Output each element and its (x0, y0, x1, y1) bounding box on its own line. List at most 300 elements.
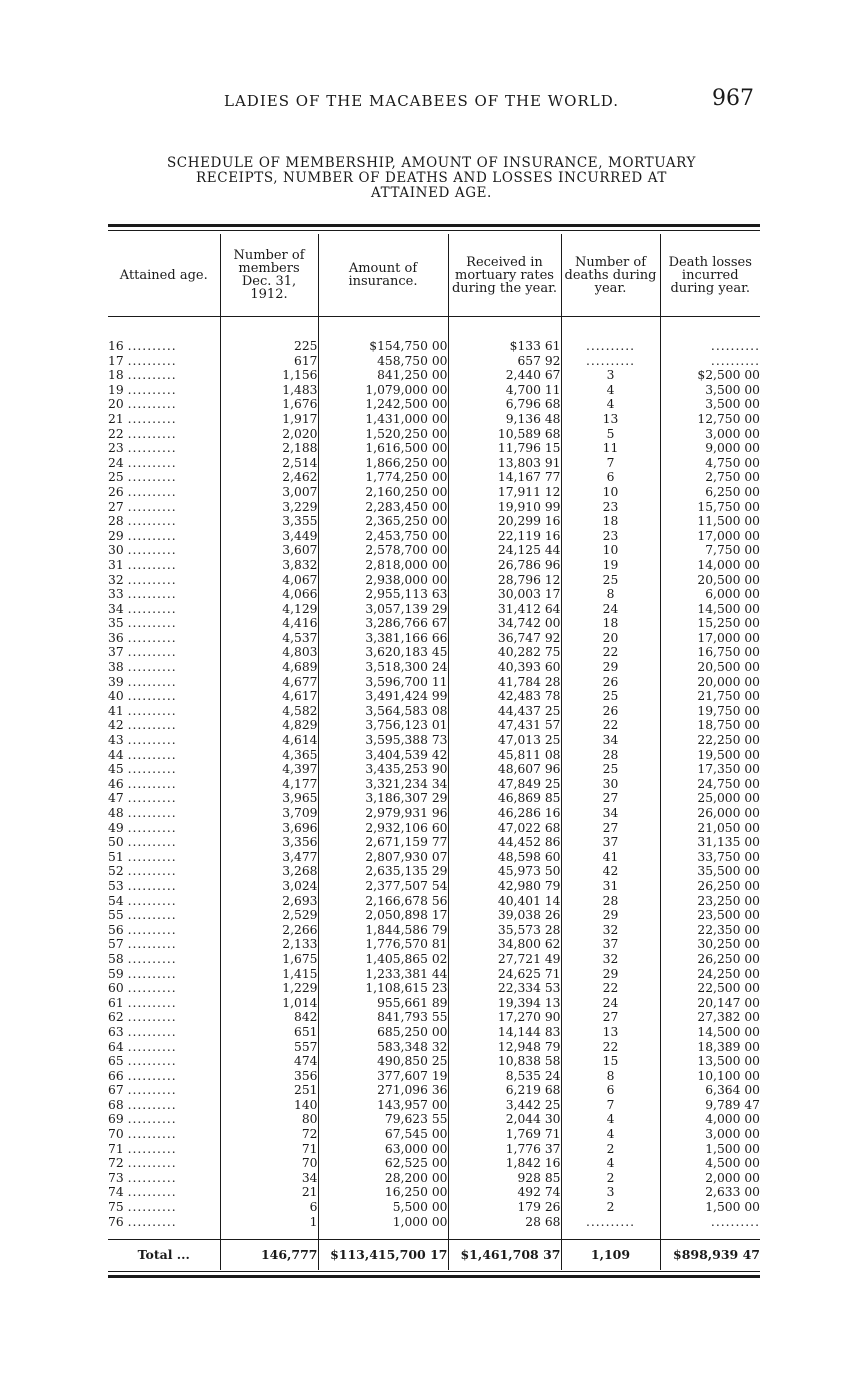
table-row (108, 777, 760, 792)
cell-deaths: 30 (561, 777, 660, 792)
cell-members: 4,614 (220, 733, 318, 748)
cell-members: 1,229 (220, 981, 318, 996)
table-header-row (108, 234, 760, 317)
cell-members: 34 (220, 1171, 318, 1186)
table-row (108, 1127, 760, 1142)
cell-received: 48,598 60 (448, 850, 561, 865)
table-row (108, 1083, 760, 1098)
cell-age: 17 .......... (108, 353, 177, 368)
table-row (108, 748, 760, 763)
table-row (108, 514, 760, 529)
cell-members: 4,617 (220, 689, 318, 704)
cell-members: 4,677 (220, 675, 318, 690)
cell-members: 2,514 (220, 456, 318, 471)
cell-received: 34,742 00 (448, 616, 561, 631)
cell-insurance: 1,774,250 00 (318, 470, 448, 485)
table-row (108, 1010, 760, 1025)
cell-insurance: 2,377,507 54 (318, 879, 448, 894)
cell-insurance: 1,844,586 79 (318, 923, 448, 938)
cell-insurance: 377,607 19 (318, 1069, 448, 1084)
cell-age: 32 .......... (108, 572, 177, 587)
cell-members: 1,917 (220, 412, 318, 427)
table-row (108, 1025, 760, 1040)
cell-received: 6,219 68 (448, 1083, 561, 1098)
column-header-insurance: Amount of insurance. (318, 234, 448, 317)
table-row (108, 675, 760, 690)
cell-deaths: .......... (561, 1215, 660, 1230)
page-header (100, 86, 760, 122)
cell-members: 1,014 (220, 996, 318, 1011)
cell-age: 16 .......... (108, 339, 177, 353)
page-number: 967 (712, 86, 754, 111)
cell-age: 28 .......... (108, 514, 177, 529)
table-row (108, 587, 760, 602)
cell-insurance: 2,283,450 00 (318, 500, 448, 515)
cell-members: 71 (220, 1142, 318, 1157)
cell-insurance: 2,807,930 07 (318, 850, 448, 865)
cell-insurance: 685,250 00 (318, 1025, 448, 1040)
age-leader-dots: .......... (127, 514, 177, 529)
cell-insurance: 841,793 55 (318, 1010, 448, 1025)
cell-members: 3,355 (220, 514, 318, 529)
age-leader-dots: .......... (127, 1141, 177, 1156)
cell-insurance: 3,057,139 29 (318, 602, 448, 617)
cell-received: 14,167 77 (448, 470, 561, 485)
table-row (108, 1185, 760, 1200)
cell-insurance: 3,596,700 11 (318, 675, 448, 690)
cell-received: 24,125 44 (448, 543, 561, 558)
table-row (108, 412, 760, 427)
cell-members: 474 (220, 1054, 318, 1069)
cell-members: 3,696 (220, 821, 318, 836)
cell-members: 6 (220, 1200, 318, 1215)
cell-age: 70 .......... (108, 1127, 177, 1142)
table-row (108, 397, 760, 412)
cell-received: 41,784 28 (448, 675, 561, 690)
cell-age: 68 .......... (108, 1097, 177, 1112)
cell-losses: 26,000 00 (660, 806, 760, 821)
cell-deaths: 34 (561, 806, 660, 821)
total-losses: $898,939 47 (660, 1240, 760, 1271)
cell-losses: 21,750 00 (660, 689, 760, 704)
cell-insurance: 1,079,000 00 (318, 383, 448, 398)
table-row (108, 631, 760, 646)
table-row (108, 368, 760, 383)
table-row (108, 602, 760, 617)
age-leader-dots: .......... (127, 572, 177, 587)
table-row (108, 1112, 760, 1127)
cell-losses: 3,000 00 (660, 1127, 760, 1142)
cell-losses: 3,500 00 (660, 383, 760, 398)
cell-received: 35,573 28 (448, 923, 561, 938)
cell-deaths: 15 (561, 1054, 660, 1069)
total-members: 146,777 (220, 1240, 318, 1271)
cell-received: 46,286 16 (448, 806, 561, 821)
total-deaths: 1,109 (561, 1240, 660, 1271)
cell-members: 80 (220, 1112, 318, 1127)
cell-members: 1,156 (220, 368, 318, 383)
cell-insurance: $154,750 00 (318, 339, 448, 354)
cell-age: 75 .......... (108, 1200, 177, 1215)
cell-deaths: 25 (561, 762, 660, 777)
cell-received: 47,431 57 (448, 718, 561, 733)
age-leader-dots: .......... (127, 1112, 177, 1127)
cell-losses: 20,147 00 (660, 996, 760, 1011)
cell-losses: 4,000 00 (660, 1112, 760, 1127)
table-row (108, 864, 760, 879)
cell-insurance: 1,431,000 00 (318, 412, 448, 427)
cell-losses: .......... (660, 1215, 760, 1230)
cell-deaths: 22 (561, 981, 660, 996)
cell-age: 38 .......... (108, 660, 177, 675)
cell-age: 35 .......... (108, 616, 177, 631)
cell-deaths: 4 (561, 1156, 660, 1171)
cell-losses: 14,500 00 (660, 602, 760, 617)
cell-age: 76 .......... (108, 1214, 177, 1229)
cell-insurance: 1,520,250 00 (318, 427, 448, 442)
cell-deaths: 4 (561, 397, 660, 412)
cell-losses: 4,500 00 (660, 1156, 760, 1171)
cell-age: 22 .......... (108, 426, 177, 441)
age-leader-dots: .......... (127, 1156, 177, 1171)
cell-insurance: 3,595,388 73 (318, 733, 448, 748)
table-row (108, 1142, 760, 1157)
table-body (108, 317, 760, 1271)
cell-losses: 2,633 00 (660, 1185, 760, 1200)
table-row (108, 879, 760, 894)
cell-members: 21 (220, 1185, 318, 1200)
cell-insurance: 3,756,123 01 (318, 718, 448, 733)
cell-members: 2,529 (220, 908, 318, 923)
cell-age: 40 .......... (108, 689, 177, 704)
cell-age: 71 .......... (108, 1141, 177, 1156)
cell-insurance: 3,564,583 08 (318, 704, 448, 719)
cell-age: 21 .......... (108, 411, 177, 426)
cell-deaths: 11 (561, 441, 660, 456)
cell-insurance: 62,525 00 (318, 1156, 448, 1171)
cell-received: 22,334 53 (448, 981, 561, 996)
cell-losses: 19,500 00 (660, 748, 760, 763)
cell-insurance: 28,200 00 (318, 1171, 448, 1186)
cell-losses: 9,789 47 (660, 1098, 760, 1113)
cell-losses: 30,250 00 (660, 937, 760, 952)
cell-age: 41 .......... (108, 703, 177, 718)
age-leader-dots: .......... (127, 1083, 177, 1098)
cell-members: 3,449 (220, 529, 318, 544)
cell-received: 8,535 24 (448, 1069, 561, 1084)
cell-members: 70 (220, 1156, 318, 1171)
cell-received: 44,437 25 (448, 704, 561, 719)
cell-deaths: 42 (561, 864, 660, 879)
cell-deaths: 3 (561, 1185, 660, 1200)
age-leader-dots: .......... (127, 368, 177, 383)
cell-age: 52 .......... (108, 864, 177, 879)
total-label: Total ... (137, 1247, 190, 1263)
cell-losses: 1,500 00 (660, 1142, 760, 1157)
cell-insurance: 1,242,500 00 (318, 397, 448, 412)
cell-received: 22,119 16 (448, 529, 561, 544)
table-row (108, 981, 760, 996)
table-row (108, 456, 760, 471)
age-leader-dots: .......... (127, 1170, 177, 1185)
cell-received: 1,776 37 (448, 1142, 561, 1157)
table-row (108, 850, 760, 865)
age-leader-dots: .......... (127, 733, 177, 748)
cell-deaths: 22 (561, 718, 660, 733)
cell-received: 24,625 71 (448, 967, 561, 982)
cell-received: 46,869 85 (448, 791, 561, 806)
cell-members: 3,709 (220, 806, 318, 821)
age-leader-dots: .......... (127, 1024, 177, 1039)
age-leader-dots: .......... (127, 1214, 177, 1229)
cell-deaths: 18 (561, 616, 660, 631)
cell-age: 34 .......... (108, 601, 177, 616)
age-leader-dots: .......... (127, 893, 177, 908)
cell-losses: 10,100 00 (660, 1069, 760, 1084)
cell-received: 40,393 60 (448, 660, 561, 675)
cell-received: 48,607 96 (448, 762, 561, 777)
cell-deaths: 2 (561, 1200, 660, 1215)
cell-members: 1,483 (220, 383, 318, 398)
cell-age: 72 .......... (108, 1156, 177, 1171)
schedule-table (108, 234, 760, 1270)
cell-insurance: 271,096 36 (318, 1083, 448, 1098)
table-row (108, 1200, 760, 1215)
cell-losses: 24,750 00 (660, 777, 760, 792)
cell-insurance: 583,348 32 (318, 1040, 448, 1055)
cell-insurance: 2,578,700 00 (318, 543, 448, 558)
cell-age: 23 .......... (108, 441, 177, 456)
cell-losses: 33,750 00 (660, 850, 760, 865)
age-leader-dots: .......... (127, 835, 177, 850)
cell-deaths: 8 (561, 1069, 660, 1084)
cell-insurance: 79,623 55 (318, 1112, 448, 1127)
cell-insurance: 841,250 00 (318, 368, 448, 383)
running-title: LADIES OF THE MACABEES OF THE WORLD. (224, 92, 619, 110)
cell-deaths: 10 (561, 543, 660, 558)
table-row (108, 339, 760, 354)
cell-deaths: 28 (561, 748, 660, 763)
cell-losses: 22,350 00 (660, 923, 760, 938)
cell-losses: 2,750 00 (660, 470, 760, 485)
cell-members: 1 (220, 1215, 318, 1230)
cell-age: 53 .......... (108, 878, 177, 893)
cell-received: 31,412 64 (448, 602, 561, 617)
cell-deaths: 29 (561, 660, 660, 675)
cell-deaths: 18 (561, 514, 660, 529)
cell-insurance: 955,661 89 (318, 996, 448, 1011)
cell-deaths: 27 (561, 1010, 660, 1025)
table-row (108, 923, 760, 938)
cell-insurance: 3,381,166 66 (318, 631, 448, 646)
cell-losses: 9,000 00 (660, 441, 760, 456)
age-leader-dots: .......... (127, 937, 177, 952)
cell-age: 66 .......... (108, 1068, 177, 1083)
cell-received: 14,144 83 (448, 1025, 561, 1040)
cell-losses: 20,500 00 (660, 573, 760, 588)
cell-received: 39,038 26 (448, 908, 561, 923)
cell-losses: 4,750 00 (660, 456, 760, 471)
table-row (108, 835, 760, 850)
cell-deaths: 32 (561, 923, 660, 938)
cell-age: 56 .......... (108, 922, 177, 937)
cell-received: 19,394 13 (448, 996, 561, 1011)
cell-losses: 24,250 00 (660, 967, 760, 982)
cell-age: 27 .......... (108, 499, 177, 514)
age-leader-dots: .......... (127, 674, 177, 689)
cell-losses: 15,250 00 (660, 616, 760, 631)
cell-insurance: 5,500 00 (318, 1200, 448, 1215)
cell-deaths: 31 (561, 879, 660, 894)
table-row (108, 967, 760, 982)
table-row (108, 937, 760, 952)
cell-age: 29 .......... (108, 528, 177, 543)
age-leader-dots: .......... (127, 557, 177, 572)
cell-deaths: 19 (561, 558, 660, 573)
cell-insurance: 2,979,931 96 (318, 806, 448, 821)
age-leader-dots: .......... (127, 1185, 177, 1200)
cell-deaths: 23 (561, 529, 660, 544)
age-leader-dots: .......... (127, 689, 177, 704)
cell-members: 4,689 (220, 660, 318, 675)
cell-age: 47 .......... (108, 791, 177, 806)
cell-losses: 3,000 00 (660, 427, 760, 442)
cell-losses: 17,000 00 (660, 631, 760, 646)
column-header-received: Received in mortuary rates during the year. (448, 234, 561, 317)
age-leader-dots: .......... (127, 587, 177, 602)
schedule-title-line-1: SCHEDULE OF MEMBERSHIP, AMOUNT OF INSURANCE, MORTUARY (166, 155, 697, 171)
age-leader-dots: .......... (127, 470, 177, 485)
cell-received: 11,796 15 (448, 441, 561, 456)
cell-losses: 13,500 00 (660, 1054, 760, 1069)
age-leader-dots: .......... (127, 981, 177, 996)
cell-members: 617 (220, 354, 318, 369)
cell-deaths: 37 (561, 937, 660, 952)
cell-age: 36 .......... (108, 630, 177, 645)
cell-deaths: 24 (561, 996, 660, 1011)
cell-age: 49 .......... (108, 820, 177, 835)
cell-insurance: 1,866,250 00 (318, 456, 448, 471)
cell-losses: 25,000 00 (660, 791, 760, 806)
cell-age: 30 .......... (108, 543, 177, 558)
cell-deaths: 4 (561, 1127, 660, 1142)
cell-received: 40,401 14 (448, 894, 561, 909)
cell-losses: 20,000 00 (660, 675, 760, 690)
cell-losses: 14,500 00 (660, 1025, 760, 1040)
cell-received: 42,980 79 (448, 879, 561, 894)
cell-members: 356 (220, 1069, 318, 1084)
cell-received: 47,022 68 (448, 821, 561, 836)
bottom-rule-thick (108, 1275, 760, 1278)
table-row (108, 1069, 760, 1084)
cell-insurance: 3,518,300 24 (318, 660, 448, 675)
cell-received: 19,910 99 (448, 500, 561, 515)
cell-age: 25 .......... (108, 470, 177, 485)
table-row (108, 952, 760, 967)
cell-losses: 26,250 00 (660, 879, 760, 894)
cell-age: 44 .......... (108, 747, 177, 762)
cell-insurance: 1,000 00 (318, 1215, 448, 1230)
cell-insurance: 63,000 00 (318, 1142, 448, 1157)
cell-age: 39 .......... (108, 674, 177, 689)
age-leader-dots: .......... (127, 484, 177, 499)
cell-deaths: 7 (561, 1098, 660, 1113)
age-leader-dots: .......... (127, 1127, 177, 1142)
table-row (108, 821, 760, 836)
cell-losses: 15,750 00 (660, 500, 760, 515)
cell-insurance: 2,365,250 00 (318, 514, 448, 529)
cell-members: 4,067 (220, 573, 318, 588)
cell-losses: 20,500 00 (660, 660, 760, 675)
cell-age: 62 .......... (108, 1010, 177, 1025)
cell-losses: 6,000 00 (660, 587, 760, 602)
table-row (108, 1215, 760, 1230)
cell-losses: 23,250 00 (660, 894, 760, 909)
cell-members: 1,415 (220, 967, 318, 982)
cell-losses: 17,350 00 (660, 762, 760, 777)
cell-age: 50 .......... (108, 835, 177, 850)
cell-losses: 2,000 00 (660, 1171, 760, 1186)
header-spacer-row (108, 317, 760, 340)
table-row (108, 500, 760, 515)
cell-insurance: 143,957 00 (318, 1098, 448, 1113)
age-leader-dots: .......... (127, 528, 177, 543)
cell-insurance: 2,932,106 60 (318, 821, 448, 836)
cell-insurance: 458,750 00 (318, 354, 448, 369)
column-header-deaths: Number of deaths during year. (561, 234, 660, 317)
cell-received: $133 61 (448, 339, 561, 354)
cell-members: 3,965 (220, 791, 318, 806)
cell-age: 73 .......... (108, 1170, 177, 1185)
cell-insurance: 16,250 00 (318, 1185, 448, 1200)
cell-members: 3,832 (220, 558, 318, 573)
total-row (108, 1240, 760, 1271)
column-header-losses: Death losses incurred during year. (660, 234, 760, 317)
cell-received: 3,442 25 (448, 1098, 561, 1113)
age-leader-dots: .......... (127, 791, 177, 806)
age-leader-dots: .......... (127, 747, 177, 762)
cell-losses: .......... (660, 339, 760, 354)
schedule-title (100, 156, 763, 201)
cell-members: 3,024 (220, 879, 318, 894)
cell-age: 37 .......... (108, 645, 177, 660)
age-leader-dots: .......... (127, 1054, 177, 1069)
cell-age: 20 .......... (108, 397, 177, 412)
cell-members: 4,829 (220, 718, 318, 733)
cell-insurance: 1,233,381 44 (318, 967, 448, 982)
cell-age: 45 .......... (108, 762, 177, 777)
cell-received: 45,973 50 (448, 864, 561, 879)
cell-deaths: 20 (561, 631, 660, 646)
cell-losses: 31,135 00 (660, 835, 760, 850)
age-leader-dots: .......... (127, 616, 177, 631)
cell-losses: $2,500 00 (660, 368, 760, 383)
age-leader-dots: .......... (127, 951, 177, 966)
cell-insurance: 3,491,424 99 (318, 689, 448, 704)
cell-received: 47,013 25 (448, 733, 561, 748)
cell-received: 10,589 68 (448, 427, 561, 442)
total-insurance: $113,415,700 17 (318, 1240, 448, 1271)
cell-deaths: 26 (561, 675, 660, 690)
age-leader-dots: .......... (127, 397, 177, 412)
cell-received: 42,483 78 (448, 689, 561, 704)
cell-insurance: 3,186,307 29 (318, 791, 448, 806)
age-leader-dots: .......... (127, 1097, 177, 1112)
cell-received: 179 26 (448, 1200, 561, 1215)
cell-deaths: 41 (561, 850, 660, 865)
cell-insurance: 3,620,183 45 (318, 645, 448, 660)
cell-losses: 7,750 00 (660, 543, 760, 558)
